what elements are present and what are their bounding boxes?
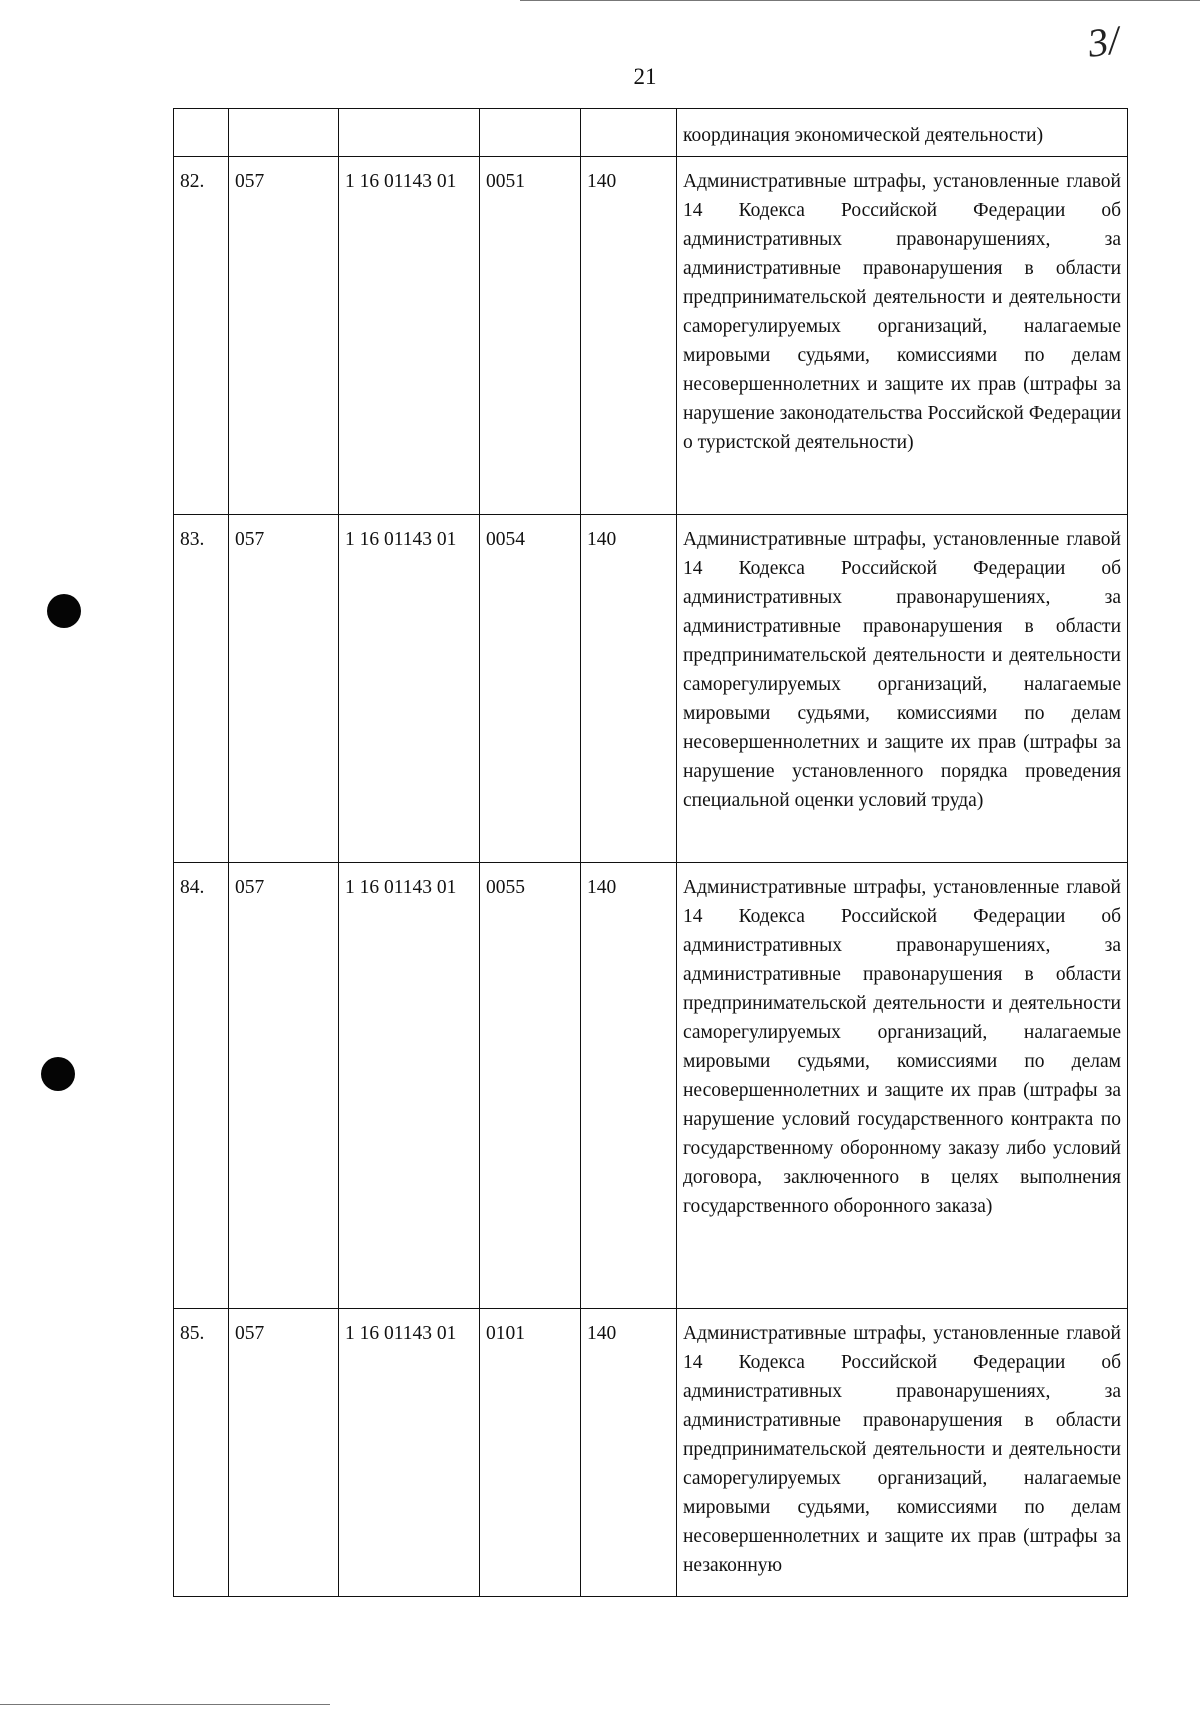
cell-description: координация экономической деятельности) [677,109,1128,157]
cell-sub: 0055 [480,863,581,1309]
cell-admin: 057 [229,1309,339,1597]
cell-code: 1 16 01143 01 [339,863,480,1309]
cell-kosgu: 140 [581,863,677,1309]
table-row [174,157,1128,515]
cell-description: Административные штрафы, установленные главой 14 Кодекса Российской Федерации об административных правонарушениях, за административные правонарушения в области предпринимательской деятельности и деятельности саморегулируемых организаций, налагаемые мировыми судьями, комиссиями по делам несовершеннолетних и защите их прав (штрафы за незаконную [677,1309,1128,1597]
cell-num: 82. [174,157,229,515]
budget-codes-table [173,108,1128,1597]
cell-code: 1 16 01143 01 [339,157,480,515]
cell-admin: 057 [229,515,339,863]
cell-kosgu [581,109,677,157]
cell-admin [229,109,339,157]
cell-num: 84. [174,863,229,1309]
cell-sub: 0054 [480,515,581,863]
cell-num [174,109,229,157]
table-row-continuation [174,109,1128,157]
cell-admin: 057 [229,157,339,515]
cell-code: 1 16 01143 01 [339,515,480,863]
cell-code [339,109,480,157]
cell-sub: 0051 [480,157,581,515]
cell-kosgu: 140 [581,157,677,515]
cell-code: 1 16 01143 01 [339,1309,480,1597]
cell-sub [480,109,581,157]
scan-edge-line [520,0,1200,1]
scan-edge-line [0,1704,330,1705]
table-row [174,1309,1128,1597]
punch-hole [47,594,81,628]
cell-num: 83. [174,515,229,863]
cell-num: 85. [174,1309,229,1597]
cell-description: Административные штрафы, установленные главой 14 Кодекса Российской Федерации об административных правонарушениях, за административные правонарушения в области предпринимательской деятельности и деятельности саморегулируемых организаций, налагаемые мировыми судьями, комиссиями по делам несовершеннолетних и защите их прав (штрафы за нарушение законодательства Российской Федерации о туристской деятельности) [677,157,1128,515]
cell-admin: 057 [229,863,339,1309]
cell-kosgu: 140 [581,1309,677,1597]
page-number: 21 [633,64,657,89]
table-row [174,515,1128,863]
cell-description: Административные штрафы, установленные главой 14 Кодекса Российской Федерации об административных правонарушениях, за административные правонарушения в области предпринимательской деятельности и деятельности саморегулируемых организаций, налагаемые мировыми судьями, комиссиями по делам несовершеннолетних и защите их прав (штрафы за нарушение условий государственного контракта по государственному оборонному заказу либо условий договора, заключенного в целях выполнения государственного оборонного заказа) [677,863,1128,1309]
cell-sub: 0101 [480,1309,581,1597]
cell-description: Административные штрафы, установленные главой 14 Кодекса Российской Федерации об административных правонарушениях, за административные правонарушения в области предпринимательской деятельности и деятельности саморегулируемых организаций, налагаемые мировыми судьями, комиссиями по делам несовершеннолетних и защите их прав (штрафы за нарушение установленного порядка проведения специальной оценки условий труда) [677,515,1128,863]
table-row [174,863,1128,1309]
punch-hole [41,1057,75,1091]
handwritten-sheet-number: 3/ [1085,17,1123,66]
cell-kosgu: 140 [581,515,677,863]
